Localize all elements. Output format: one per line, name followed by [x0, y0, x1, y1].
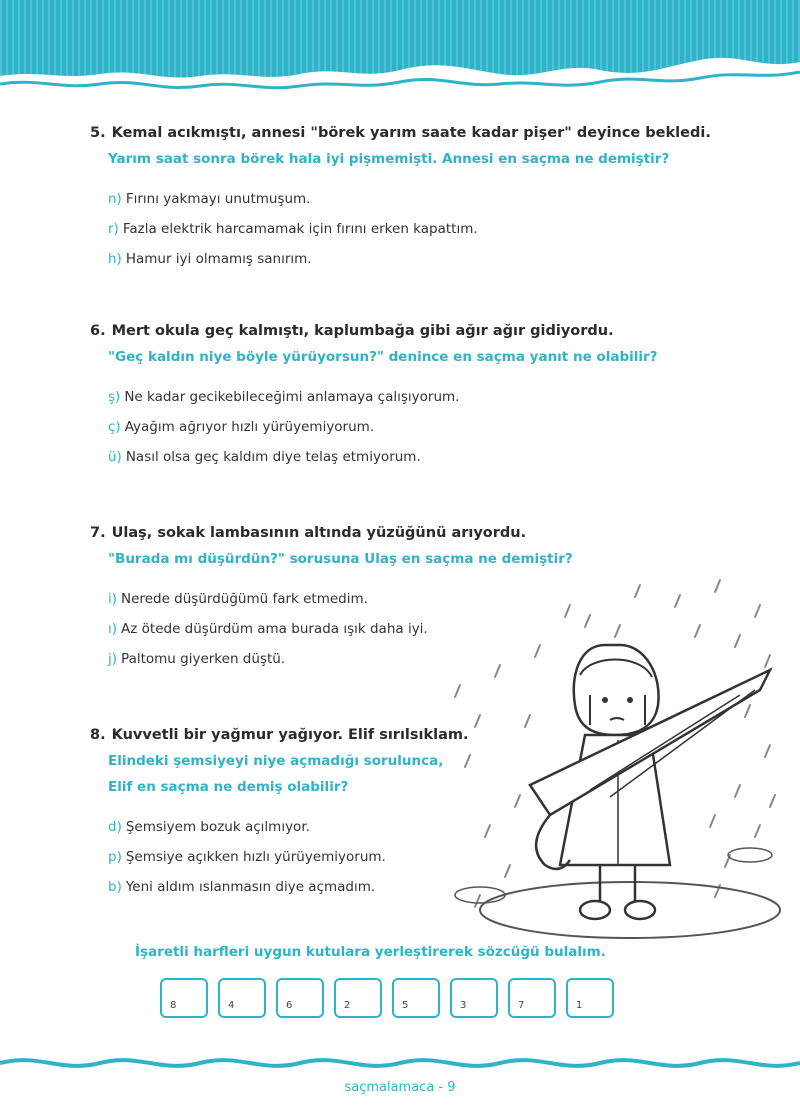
- option-text: Nerede düşürdüğümü fark etmedim.: [121, 591, 368, 607]
- question-subtext: Elif en saçma ne demiş olabilir?: [108, 779, 349, 795]
- option-text: Fazla elektrik harcamamak için fırını erken kapattım.: [122, 221, 478, 237]
- question-text: Kuvvetli bir yağmur yağıyor. Elif sırılsıklam.: [111, 727, 469, 743]
- question-number: 8.: [90, 727, 106, 743]
- option-letter: r): [108, 221, 119, 237]
- option[interactable]: [108, 244, 711, 274]
- question-6: [90, 318, 657, 472]
- answer-box[interactable]: [508, 978, 556, 1018]
- box-number: 6: [286, 1000, 293, 1011]
- answer-boxes: [160, 978, 614, 1018]
- box-number: 3: [460, 1000, 467, 1011]
- option-letter: ü): [108, 449, 122, 465]
- option-text: Hamur iyi olmamış sanırım.: [125, 251, 312, 267]
- answer-box[interactable]: [276, 978, 324, 1018]
- question-text: Mert okula geç kalmıştı, kaplumbağa gibi ağır ağır gidiyordu.: [111, 323, 614, 339]
- answer-box[interactable]: [218, 978, 266, 1018]
- question-subtext: Elindeki şemsiyeyi niye açmadığı sorulunca,: [108, 753, 444, 769]
- option-letter: j): [108, 651, 118, 667]
- option-letter: i): [108, 591, 118, 607]
- answer-box[interactable]: [392, 978, 440, 1018]
- question-number: 6.: [90, 323, 106, 339]
- question-subtext: "Geç kaldın niye böyle yürüyorsun?" denince en saçma yanıt ne olabilir?: [108, 349, 658, 365]
- options-list: [108, 812, 469, 902]
- option-letter: p): [108, 849, 122, 865]
- option[interactable]: [108, 872, 469, 902]
- options-list: [108, 184, 711, 274]
- answer-box[interactable]: [160, 978, 208, 1018]
- question-text: Kemal acıkmıştı, annesi "börek yarım saate kadar pişer" deyince bekledi.: [111, 125, 711, 141]
- box-number: 4: [228, 1000, 235, 1011]
- option-letter: h): [108, 251, 122, 267]
- option[interactable]: [108, 382, 657, 412]
- answer-box[interactable]: [450, 978, 498, 1018]
- option[interactable]: [108, 184, 711, 214]
- page-footer: saçmalamaca - 9: [344, 1080, 456, 1095]
- box-number: 2: [344, 1000, 351, 1011]
- question-number: 7.: [90, 525, 106, 541]
- box-number: 5: [402, 1000, 409, 1011]
- option[interactable]: [108, 842, 469, 872]
- option[interactable]: [108, 812, 469, 842]
- option-letter: b): [108, 879, 122, 895]
- option-text: Şemsiyem bozuk açılmıyor.: [125, 819, 310, 835]
- option-text: Ne kadar gecikebileceğimi anlamaya çalışıyorum.: [124, 389, 460, 405]
- question-subtext: Yarım saat sonra börek hala iyi pişmemişti. Annesi en saçma ne demiştir?: [108, 151, 670, 167]
- option-text: Yeni aldım ıslanmasın diye açmadım.: [125, 879, 376, 895]
- box-number: 8: [170, 1000, 177, 1011]
- question-5: [90, 120, 711, 274]
- option-text: Az ötede düşürdüm ama burada ışık daha iyi.: [121, 621, 428, 637]
- option-letter: ş): [108, 389, 121, 405]
- question-text: Ulaş, sokak lambasının altında yüzüğünü arıyordu.: [111, 525, 527, 541]
- question-number: 5.: [90, 125, 106, 141]
- girl-in-rain-illustration: [440, 565, 790, 965]
- answer-box[interactable]: [334, 978, 382, 1018]
- bottom-wave: [0, 1048, 800, 1078]
- top-wave-band: [0, 0, 800, 100]
- box-number: 7: [518, 1000, 525, 1011]
- option-text: Nasıl olsa geç kaldım diye telaş etmiyorum.: [125, 449, 421, 465]
- option-text: Paltomu giyerken düştü.: [121, 651, 286, 667]
- option[interactable]: [108, 412, 657, 442]
- option-letter: n): [108, 191, 122, 207]
- option-text: Ayağım ağrıyor hızlı yürüyemiyorum.: [124, 419, 375, 435]
- box-number: 1: [576, 1000, 583, 1011]
- answer-box[interactable]: [566, 978, 614, 1018]
- option-text: Şemsiye açıkken hızlı yürüyemiyorum.: [125, 849, 386, 865]
- question-8: [90, 722, 469, 902]
- question-subtext: "Burada mı düşürdün?" sorusuna Ulaş en saçma ne demiştir?: [108, 551, 573, 567]
- option[interactable]: [108, 442, 657, 472]
- option-letter: ı): [108, 621, 118, 637]
- options-list: [108, 382, 657, 472]
- option[interactable]: [108, 214, 711, 244]
- option-text: Fırını yakmayı unutmuşum.: [125, 191, 311, 207]
- instruction-text: İşaretli harfleri uygun kutulara yerleştirerek sözcüğü bulalım.: [135, 944, 606, 960]
- option-letter: ç): [108, 419, 121, 435]
- option-letter: d): [108, 819, 122, 835]
